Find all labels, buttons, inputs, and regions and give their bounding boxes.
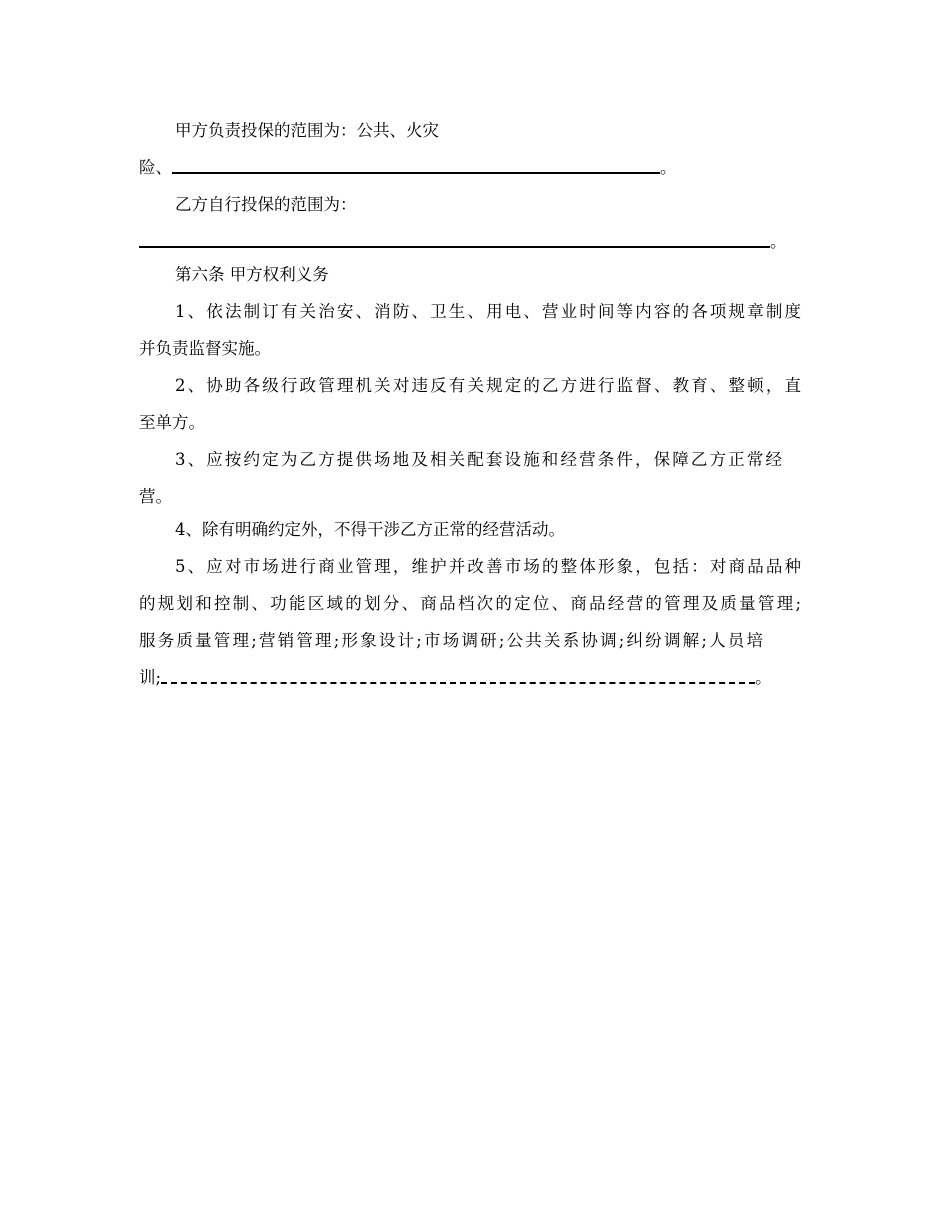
item-4: 4、除有明确约定外，不得干涉乙方正常的经营活动。 bbox=[175, 520, 565, 539]
item-3-line-1: 3、应按约定为乙方提供场地及相关配套设施和经营条件，保障乙方正常经 bbox=[175, 450, 782, 469]
party-a-scope-blank[interactable] bbox=[172, 172, 660, 174]
item-5-line-3: 服务质量管理;营销管理;形象设计;市场调研;公共关系协调;纠纷调解;人员培 bbox=[139, 631, 763, 650]
party-b-scope-fill-line bbox=[139, 230, 787, 254]
item-5-blank[interactable] bbox=[161, 682, 755, 684]
item-5-line-4 bbox=[139, 666, 772, 690]
item-1-line-2: 并负责监督实施。 bbox=[139, 339, 271, 358]
period-mark: 。 bbox=[755, 668, 772, 687]
party-a-insurance-scope bbox=[175, 119, 439, 143]
item-2-line-2: 至单方。 bbox=[139, 413, 205, 432]
party-a-scope-text: 甲方负责投保的范围为：公共、火灾 bbox=[175, 121, 439, 140]
party-a-scope-cont-text: 险、 bbox=[139, 158, 172, 177]
party-b-scope-blank[interactable] bbox=[139, 246, 770, 248]
party-a-insurance-scope-cont bbox=[139, 156, 677, 180]
item-2-line-1: 2、协助各级行政管理机关对违反有关规定的乙方进行监督、教育、整顿，直 bbox=[175, 376, 801, 395]
party-b-insurance-scope bbox=[175, 193, 357, 217]
item-5-line-4-text: 训; bbox=[139, 668, 162, 687]
item-1-line-1: 1、依法制订有关治安、消防、卫生、用电、营业时间等内容的各项规章制度 bbox=[175, 302, 801, 321]
item-5-line-2: 的规划和控制、功能区域的划分、商品档次的定位、商品经营的管理及质量管理; bbox=[139, 594, 801, 613]
period-mark: 。 bbox=[770, 232, 787, 251]
item-3-line-2: 营。 bbox=[139, 487, 172, 506]
article-title-text: 第六条 甲方权利义务 bbox=[175, 265, 329, 284]
item-5-line-1: 5、应对市场进行商业管理，维护并改善市场的整体形象，包括：对商品品种 bbox=[175, 557, 801, 576]
party-b-scope-text: 乙方自行投保的范围为： bbox=[175, 195, 357, 214]
article-6-title bbox=[175, 263, 329, 287]
period-mark: 。 bbox=[660, 158, 677, 177]
